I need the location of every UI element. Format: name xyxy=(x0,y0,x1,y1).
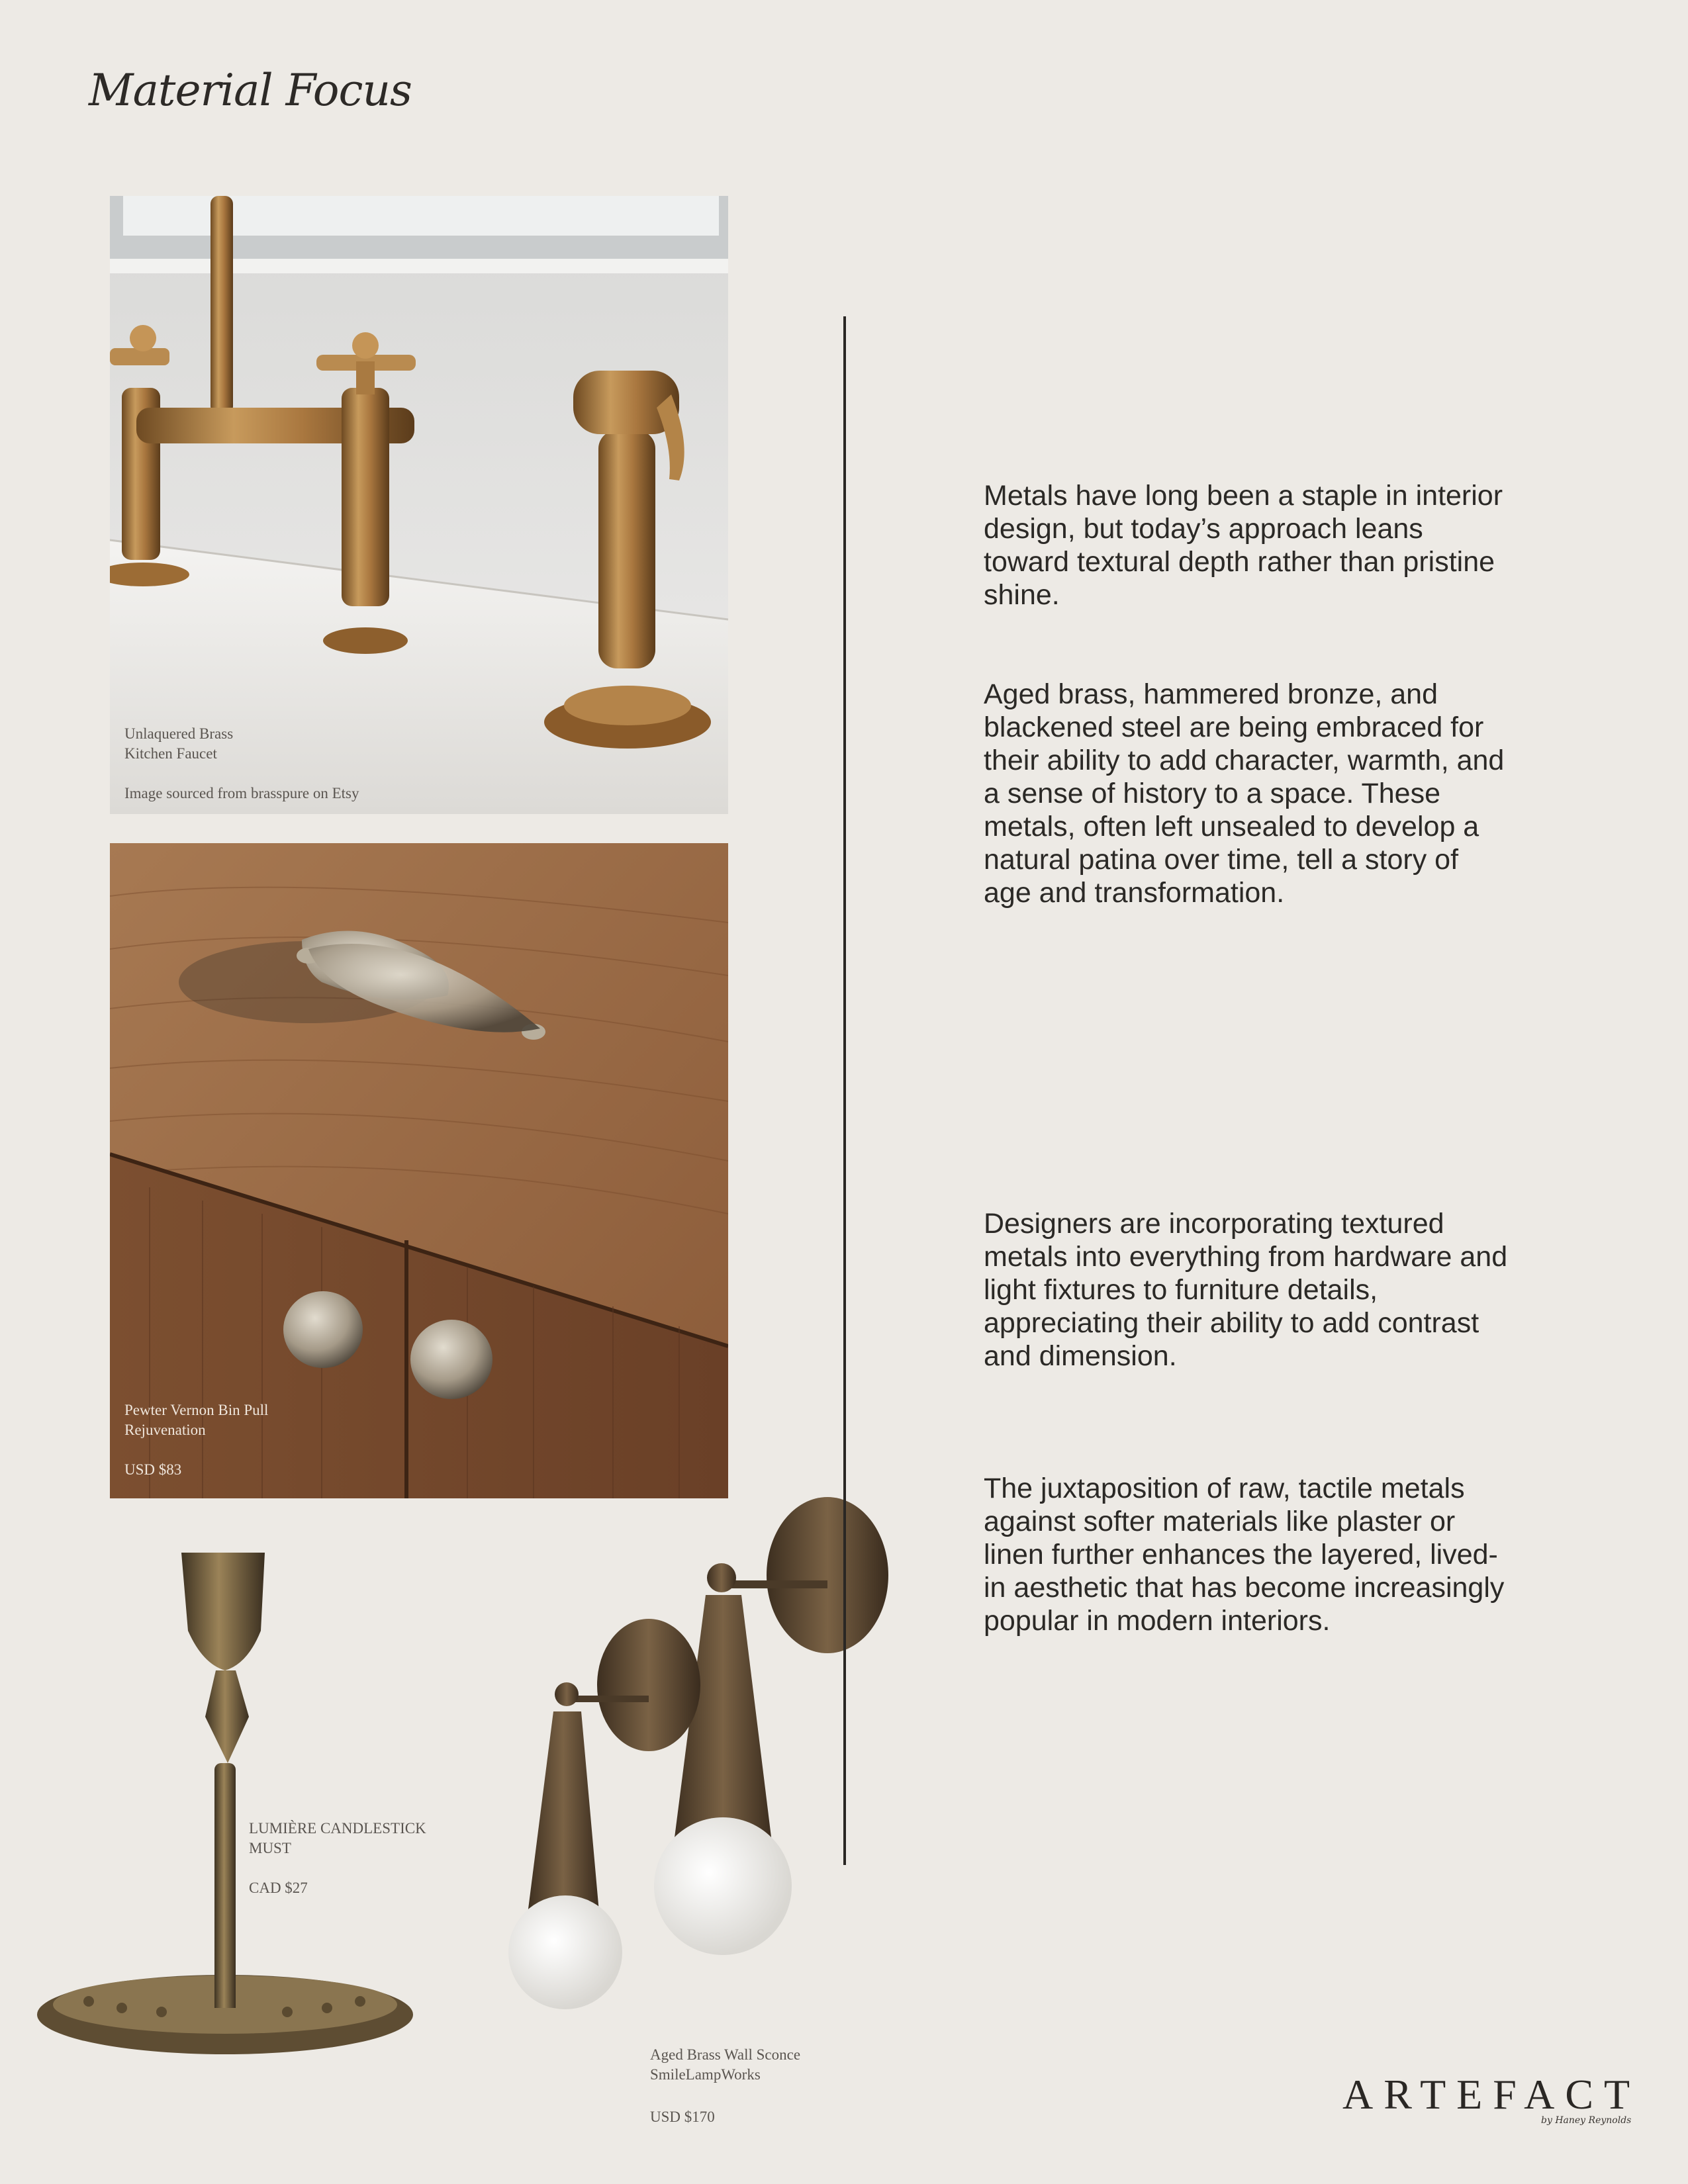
bin-pull-caption-name: Pewter Vernon Bin Pull xyxy=(124,1402,269,1418)
bin-pull-caption-price: USD $83 xyxy=(124,1461,182,1478)
paragraph-designers: Designers are incorporating textured metals into everything from hardware and light fixtures to furniture details, appreciating their ability to add contrast and dimension. xyxy=(984,1208,1508,1372)
bin-pull-photo xyxy=(110,843,728,1498)
sconce-illustration xyxy=(503,1482,900,2078)
faucet-caption-name: Unlaquered Brass xyxy=(124,725,234,742)
paragraph-intro: Metals have long been a staple in interior design, but today’s approach leans toward textural depth rather than pristine shine. xyxy=(984,480,1503,611)
bin-pull-caption-brand: Rejuvenation xyxy=(124,1422,206,1438)
sconce-caption-price: USD $170 xyxy=(650,2109,715,2125)
page-title: Material Focus xyxy=(89,65,412,116)
candlestick-caption-name: LUMIÈRE CANDLESTICK xyxy=(249,1820,426,1837)
sconce-caption-name: Aged Brass Wall Sconce xyxy=(650,2046,801,2063)
column-divider xyxy=(843,316,846,1865)
faucet-caption-brand: Kitchen Faucet xyxy=(124,745,217,762)
sconce-image xyxy=(503,1482,900,2083)
sconce-caption-brand: SmileLampWorks xyxy=(650,2066,761,2083)
logo-signature: by Haney Reynolds xyxy=(1541,2115,1632,2126)
faucet-caption-source: Image sourced from brasspure on Etsy xyxy=(124,785,359,801)
candlestick-caption-brand: MUST xyxy=(249,1840,291,1856)
candlestick-caption-price: CAD $27 xyxy=(249,1880,308,1896)
paragraph-aged-metals: Aged brass, hammered bronze, and blackened steel are being embraced for their ability to add character, warmth, and a sense of history to a space. These metals, often left unsealed to develop a natural patina over time, tell a story of age and transformation. xyxy=(984,678,1505,909)
candlestick-illustration xyxy=(29,1545,420,2081)
paragraph-juxtaposition: The juxtaposition of raw, tactile metals against softer materials like plaster or linen further enhances the layered, lived-in aesthetic that has become increasingly popular in modern interiors. xyxy=(984,1473,1505,1637)
artefact-logo: ARTEFACT xyxy=(1342,2071,1641,2118)
candlestick-image xyxy=(29,1545,426,2081)
faucet-illustration xyxy=(110,196,728,814)
faucet-photo xyxy=(110,196,728,814)
